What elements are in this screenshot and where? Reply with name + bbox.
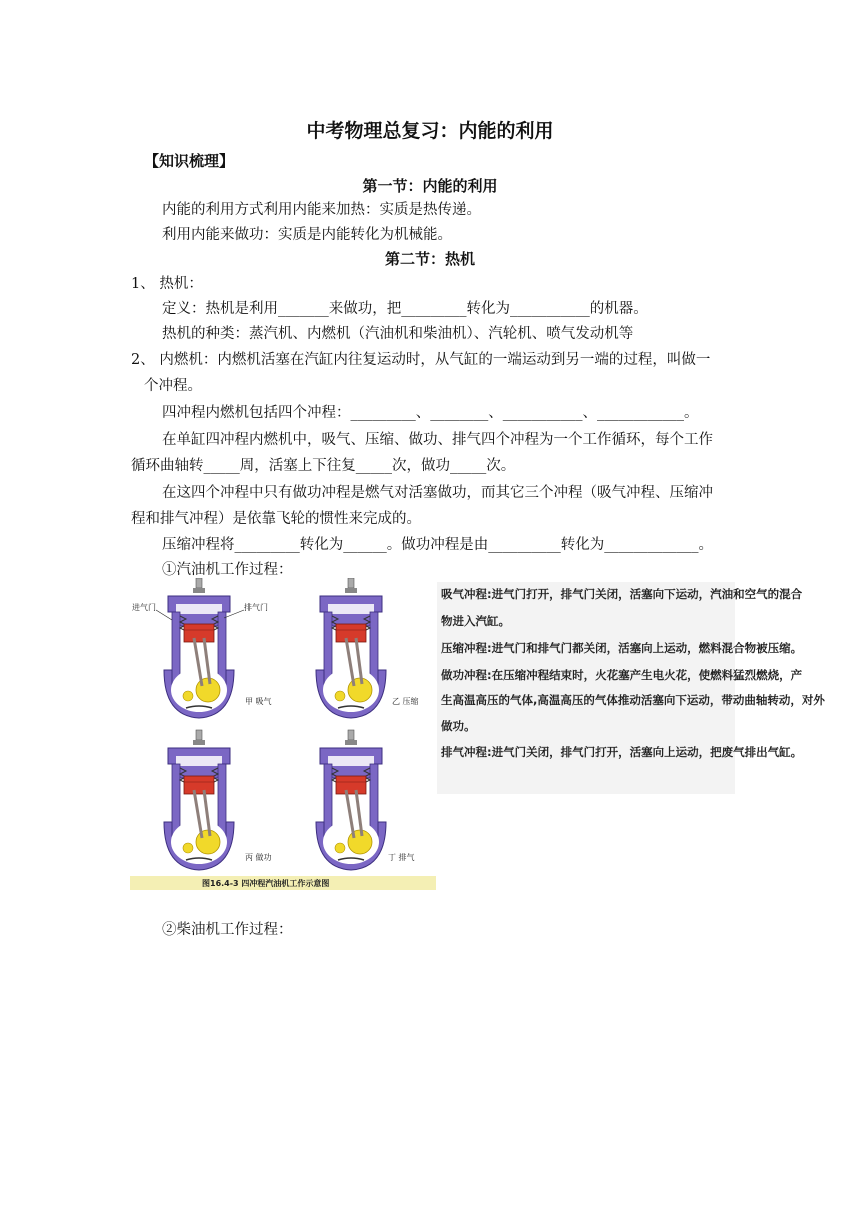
item1-label: 1、 热机： [131, 276, 203, 292]
desc-line: 做功。 [441, 719, 476, 733]
intake-valve-label: 进气门 [132, 603, 156, 612]
stroke-label-ding: 丁 排气 [388, 853, 415, 862]
sec1-line1: 内能的利用方式利用内能来加热：实质是热传递。 [162, 202, 481, 218]
desc-line: 排气冲程:进气门关闭，排气门打开，活塞向上运动，把废气排出气缸。 [441, 745, 803, 759]
stroke-label-jia: 甲 吸气 [245, 697, 272, 706]
section1-heading: 第一节：内能的利用 [362, 177, 498, 195]
stroke-descriptions [437, 582, 825, 794]
diesel-engine-label: ②柴油机工作过程： [162, 922, 293, 938]
desc-line: 物进入汽缸。 [441, 614, 510, 628]
cycle-line2: 循环曲轴转_____周，活塞上下往复_____次，做功_____次。 [131, 458, 516, 474]
four-stroke-engine-diagram [130, 578, 436, 890]
item2-line2: 个冲程。 [144, 378, 202, 394]
section2-heading: 第二节：热机 [384, 250, 475, 268]
desc-line: 压缩冲程:进气门和排气门都关闭，活塞向上运动，燃料混合物被压缩。 [441, 641, 803, 655]
exhaust-valve-label: 排气门 [244, 603, 268, 612]
inertia-line2: 程和排气冲程）是依靠飞轮的惯性来完成的。 [131, 511, 421, 527]
desc-line: 生高温高压的气体,高温高压的气体推动活塞向下运动，带动曲轴转动，对外 [441, 693, 825, 707]
heat-engine-types: 热机的种类：蒸汽机、内燃机（汽油机和柴油机）、汽轮机、喷气发动机等 [162, 326, 634, 342]
desc-line: 吸气冲程:进气门打开，排气门关闭，活塞向下运动，汽油和空气的混合 [441, 587, 803, 601]
section-header: 【知识梳理】 [144, 152, 235, 170]
figure-caption: 图16.4-3 四冲程汽油机工作示意图 [202, 879, 330, 888]
page-title: 中考物理总复习：内能的利用 [306, 120, 554, 142]
sec1-line2: 利用内能来做功：实质是内能转化为机械能。 [162, 227, 452, 243]
cycle-line1: 在单缸四冲程内燃机中，吸气、压缩、做功、排气四个冲程为一个工作循环，每个工作 [162, 432, 713, 448]
inertia-line1: 在这四个冲程中只有做功冲程是燃气对活塞做功，而其它三个冲程（吸气冲程、压缩冲 [162, 485, 713, 501]
stroke-label-bing: 丙 做功 [245, 853, 272, 862]
item2-line1: 2、 内燃机：内燃机活塞在汽缸内往复运动时，从气缸的一端运动到另一端的过程，叫做一 [131, 352, 711, 368]
four-strokes: 四冲程内燃机包括四个冲程：_________、________、___________、____________。 [162, 405, 699, 421]
stroke-label-yi: 乙 压缩 [392, 697, 419, 706]
desc-line: 做功冲程:在压缩冲程结束时，火花塞产生电火花，使燃料猛烈燃烧，产 [441, 668, 803, 682]
conversion-line: 压缩冲程将_________转化为______。做功冲程是由__________转化为_____________。 [162, 537, 713, 553]
gasoline-engine-label: ①汽油机工作过程： [162, 562, 293, 578]
heat-engine-definition: 定义：热机是利用_______来做功，把_________转化为___________的机器。 [162, 301, 648, 317]
